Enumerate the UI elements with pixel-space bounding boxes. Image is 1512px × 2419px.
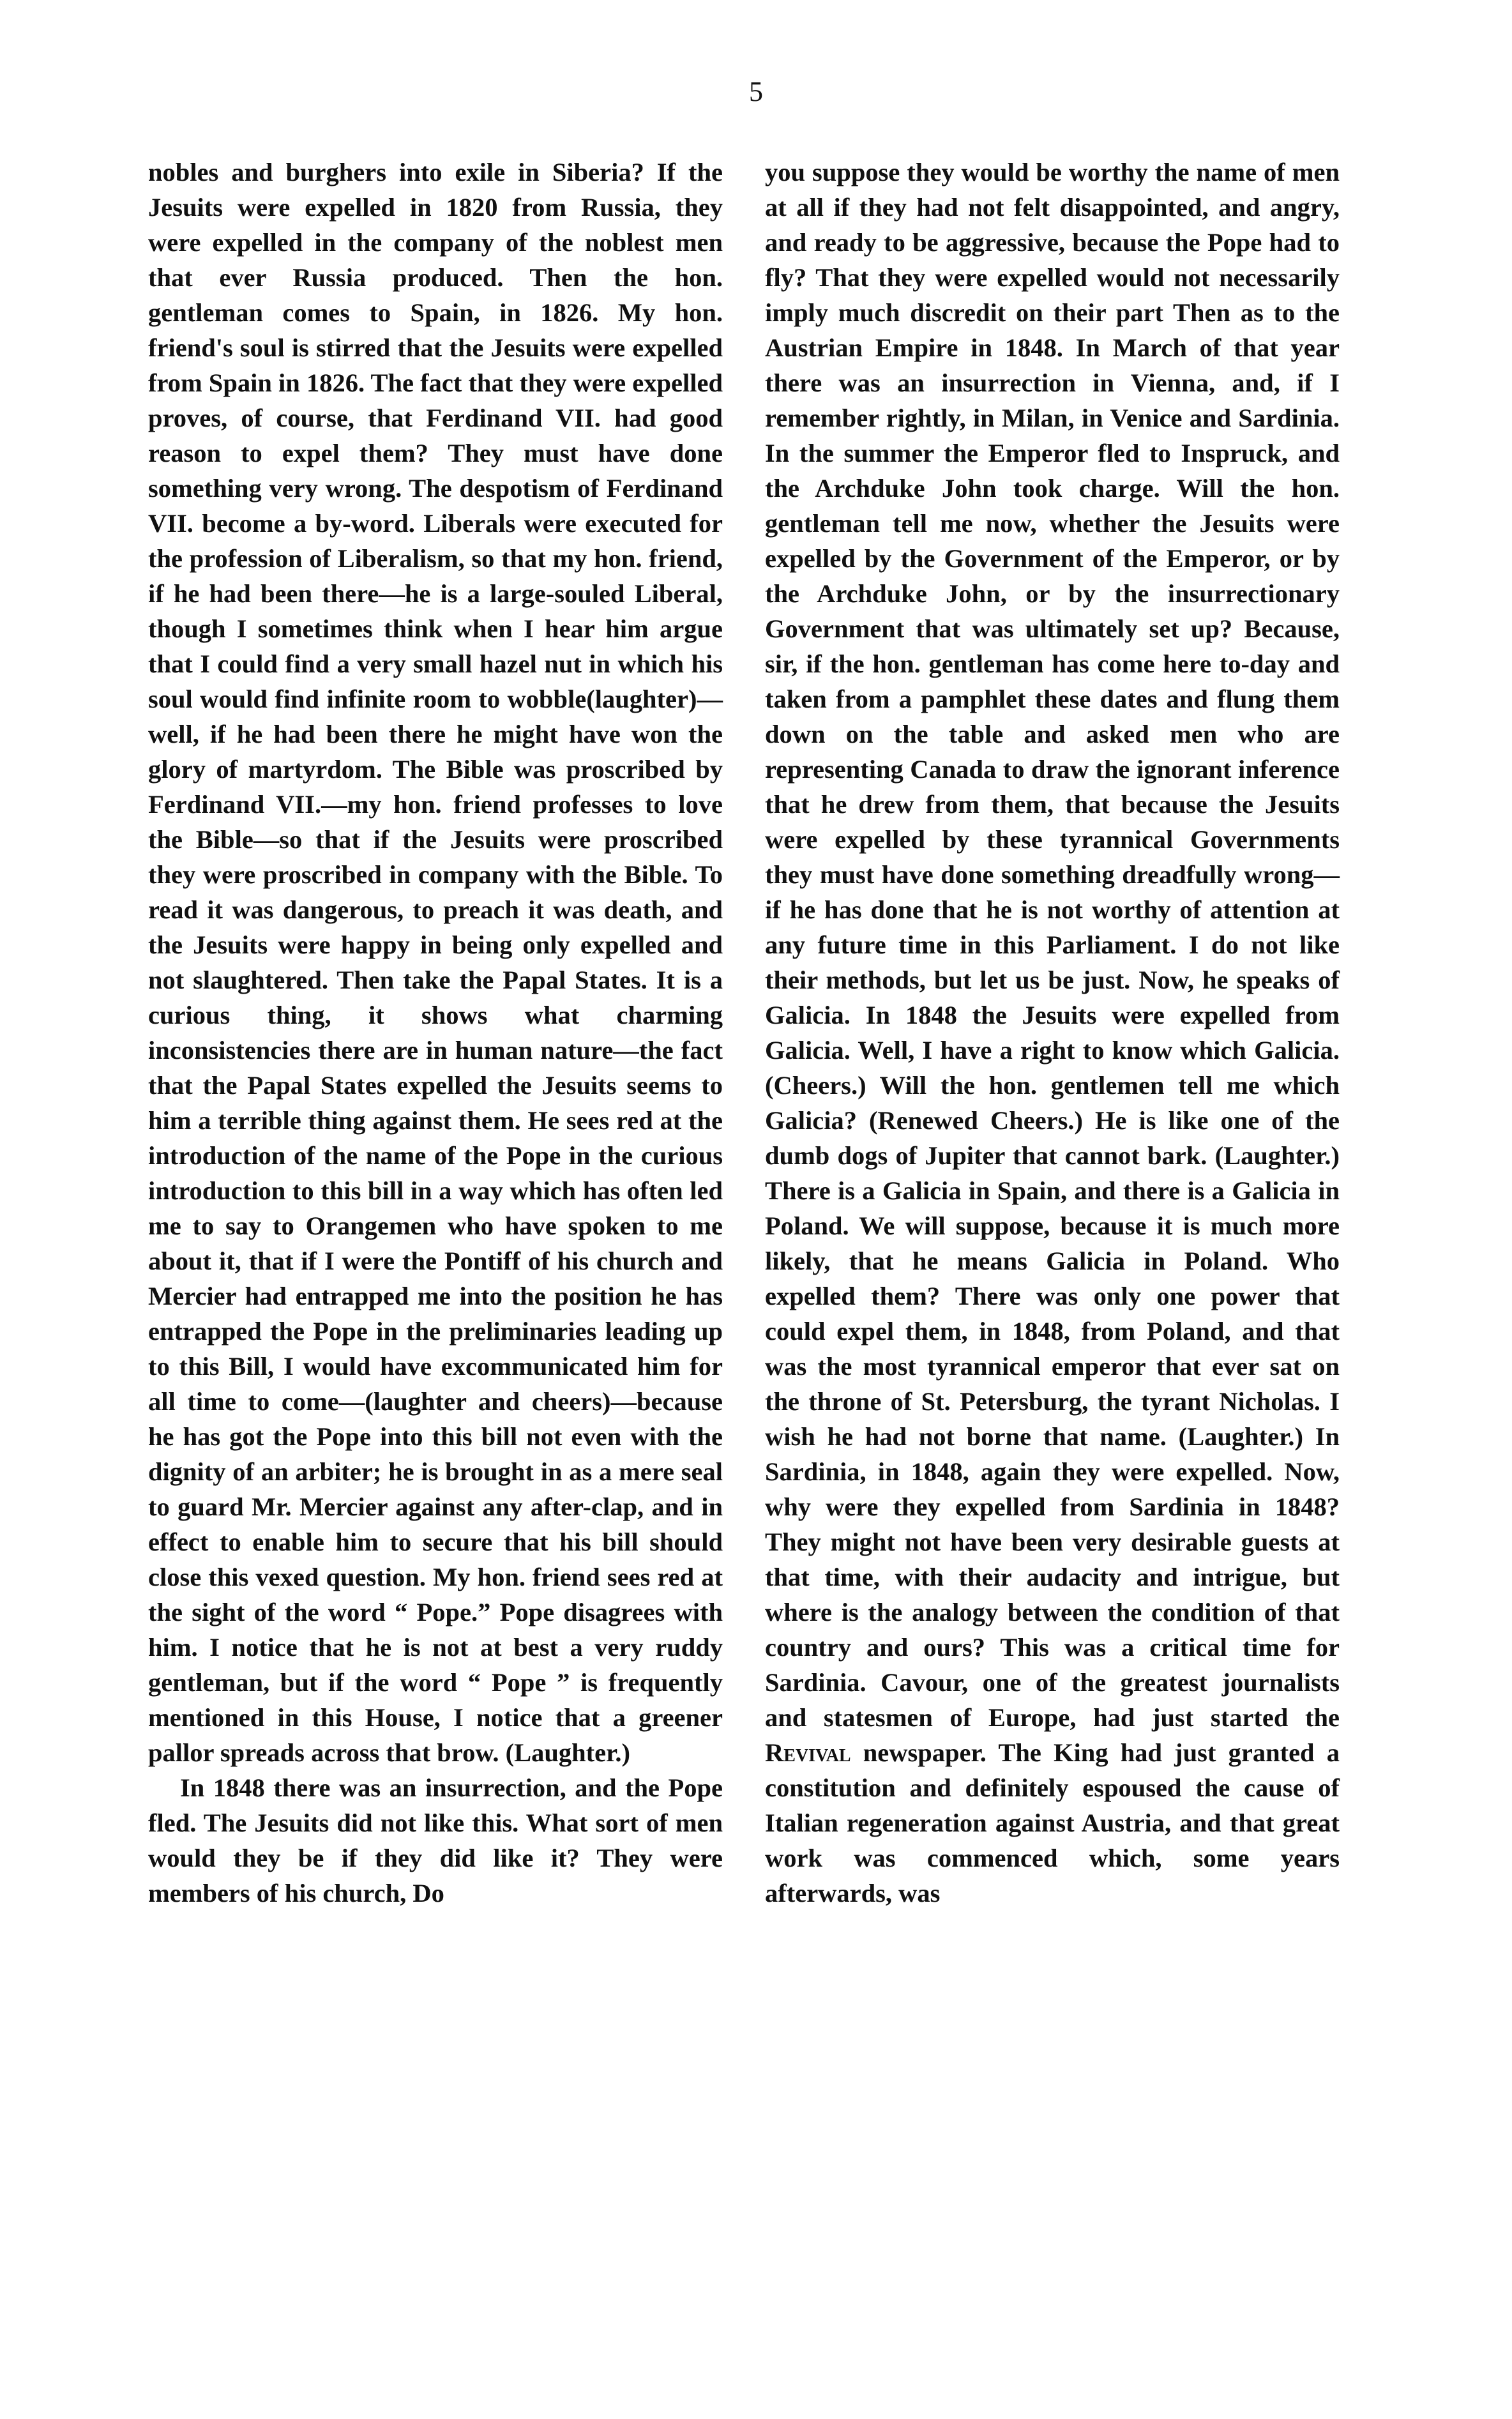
right-paragraph-1-text-b: newspaper. The King had just granted a constitution and definitely espoused the cause of Italian regeneration against Austria, and that great work was commenced which, some years afterwards, was: [765, 1738, 1340, 1907]
right-column: [765, 155, 1340, 1911]
left-paragraph-1: nobles and burghers into exile in Siberia? If the Jesuits were expelled in 1820 from Russia, they were expelled in the company of the noblest men that ever Russia produced. Then the hon. gentleman comes to Spain, in 1826. My hon. friend's soul is stirred that the Jesuits were expelled from Spain in 1826. The fact that they were expelled proves, of course, that Ferdinand VII. had good reason to expel them? They must have done something very wrong. The despotism of Ferdinand VII. become a by-word. Liberals were executed for the profession of Liberalism, so that my hon. friend, if he had been there—he is a large-souled Liberal, though I sometimes think when I hear him argue that I could find a very small hazel nut in which his soul would find infinite room to wobble(laughter)—well, if he had been there he might have won the glory of martyrdom. The Bible was proscribed by Ferdinand VII.—my hon. friend professes to love the Bible—so that if the Jesuits were proscribed they were proscribed in company with the Bible. To read it was dangerous, to preach it was death, and the Jesuits were happy in being only expelled and not slaughtered. Then take the Papal States. It is a curious thing, it shows what charming inconsistencies there are in human nature—the fact that the Papal States expelled the Jesuits seems to him a terrible thing against them. He sees red at the introduction of the name of the Pope in the curious introduction to this bill in a way which has often led me to say to Orangemen who have spoken to me about it, that if I were the Pontiff of his church and Mercier had entrapped me into the position he has entrapped the Pope in the preliminaries leading up to this Bill, I would have excommunicated him for all time to come—(laughter and cheers)—because he has got the Pope into this bill not even with the dignity of an arbiter; he is brought in as a mere seal to guard Mr. Mercier against any after-clap, and in effect to enable him to secure that his bill should close this vexed question. My hon. friend sees red at the sight of the word “ Pope.” Pope disagrees with him. I notice that he is not at best a very ruddy gentleman, but if the word “ Pope ” is frequently mentioned in this House, I notice that a greener pallor spreads across that brow. (Laughter.): [148, 158, 723, 1767]
newspaper-name: Revival: [765, 1738, 851, 1767]
page-number: 5: [749, 76, 763, 107]
right-paragraph-1: [765, 155, 1340, 1911]
left-column: [148, 155, 723, 1911]
left-paragraph-2: In 1848 there was an insurrection, and the Pope fled. The Jesuits did not like this. What sort of men would they be if they did like it? They were members of his church, Do: [148, 1773, 723, 1907]
right-paragraph-1-text-a: you suppose they would be worthy the name of men at all if they had not felt disappointed, and angry, and ready to be aggressive, because the Pope had to fly? That they were expelled would not necessarily imply much discredit on their part Then as to the Austrian Empire in 1848. In March of that year there was an insurrection in Vienna, and, if I remember rightly, in Milan, in Venice and Sardinia. In the summer the Emperor fled to Inspruck, and the Archduke John took charge. Will the hon. gentleman tell me now, whether the Jesuits were expelled by the Government of the Emperor, or by the Archduke John, or by the insurrectionary Government that was ultimately set up? Because, sir, if the hon. gentleman has come here to-day and taken from a pamphlet these dates and flung them down on the table and asked men who are representing Canada to draw the ignorant inference that he drew from them, that because the Jesuits were expelled by these tyrannical Governments they must have done something dreadfully wrong—if he has done that he is not worthy of attention at any future time in this Parliament. I do not like their methods, but let us be just. Now, he speaks of Galicia. In 1848 the Jesuits were expelled from Galicia. Well, I have a right to know which Galicia. (Cheers.) Will the hon. gentlemen tell me which Galicia? (Renewed Cheers.) He is like one of the dumb dogs of Jupiter that cannot bark. (Laughter.) There is a Galicia in Spain, and there is a Galicia in Poland. We will suppose, because it is much more likely, that he means Galicia in Poland. Who expelled them? There was only one power that could expel them, in 1848, from Poland, and that was the most tyrannical emperor that ever sat on the throne of St. Petersburg, the tyrant Nicholas. I wish he had not borne that name. (Laughter.) In Sardinia, in 1848, again they were expelled. Now, why were they expelled from Sardinia in 1848? They might not have been very desirable guests at that time, with their audacity and intrigue, but where is the analogy between the condition of that country and ours? This was a critical time for Sardinia. Cavour, one of the greatest journalists and statesmen of Europe, had just started the: [765, 158, 1340, 1732]
